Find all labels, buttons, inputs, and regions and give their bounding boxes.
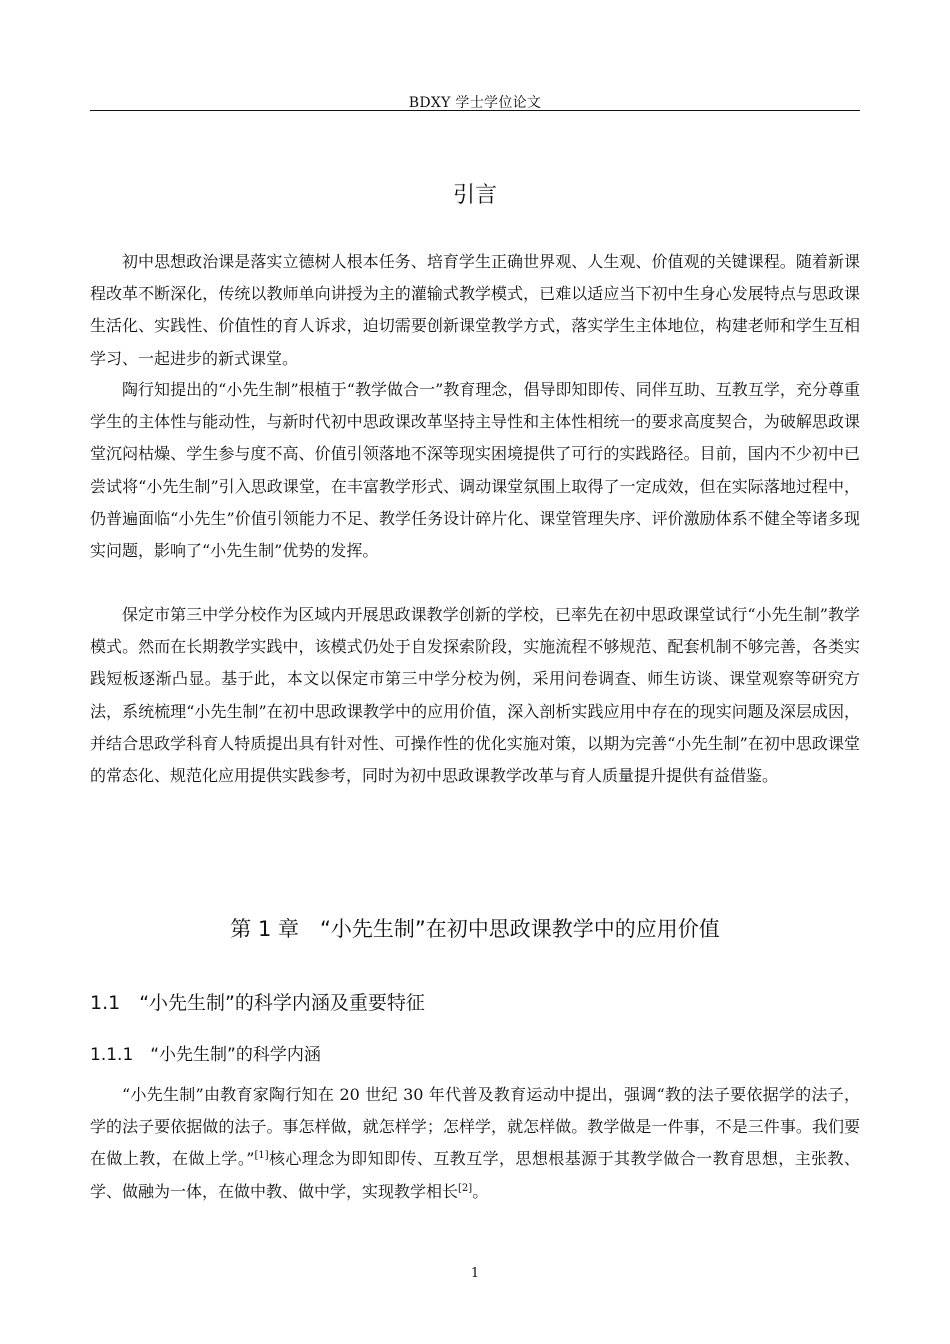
section-heading: 1.1 “小先生制”的科学内涵及重要特征: [90, 992, 425, 1014]
intro-heading: 引言: [452, 183, 497, 208]
header-divider: [90, 110, 860, 111]
header-title: BDXY 学士学位论文: [408, 95, 542, 111]
intro-paragraph-3: 保定市第三中学分校作为区域内开展思政课教学创新的学校，已率先在初中思政课堂试行“小先生制”教学模式。然而在长期教学实践中，该模式仍处于自发探索阶段，实施流程不够规范、配套机制不够完善，各类实践短板逐渐凸显。基于此，本文以保定市第三中学分校为例，采用问卷调查、师生访谈、课堂观察等研究方法，系统梳理“小先生制”在初中思政课教学中的应用价值，深入剖析实践应用中存在的现实问题及深层成因，并结合思政学科育人特质提出具有针对性、可操作性的优化实施对策，以期为完善“小先生制”在初中思政课堂的常态化、规范化应用提供实践参考，同时为初中思政课教学改革与育人质量提升提供有益借鉴。: [90, 605, 860, 786]
body-paragraph: [90, 1079, 860, 1208]
body-text-part-2: 核心理念为即知即传、互教互学，思想根基源于其教学做合一教育思想，主张教、学、做融为一体，在做中教、做中学，实现教学相长: [90, 1149, 860, 1201]
page-number: 1: [470, 1266, 480, 1281]
intro-paragraph-2: 陶行知提出的“小先生制”根植于“教学做合一”教育理念，倡导即知即传、同伴互助、互教互学，充分尊重学生的主体性与能动性，与新时代初中思政课改革坚持主导性和主体性相统一的要求高度契合，为破解思政课堂沉闷枯燥、学生参与度不高、价值引领落地不深等现实困境提供了可行的实践路径。目前，国内不少初中已尝试将“小先生制”引入思政课堂，在丰富教学形式、调动课堂氛围上取得了一定成效，但在实际落地过程中，仍普遍面临“小先生”价值引领能力不足、教学任务设计碎片化、课堂管理失序、评价激励体系不健全等诸多现实问题，影响了“小先生制”优势的发挥。: [90, 380, 860, 561]
body-text-part-1: “小先生制”由教育家陶行知在 20 世纪 30 年代普及教育运动中提出，强调“教的法子要依据学的法子，学的法子要依据做的法子。事怎样做，就怎样学；怎样学，就怎样做。教学做是一件事，不是三件事。我们要在做上教，在做上学。”: [90, 1085, 860, 1169]
intro-paragraph-1: 初中思想政治课是落实立德树人根本任务、培育学生正确世界观、人生观、价值观的关键课程。随着新课程改革不断深化，传统以教师单向讲授为主的灌输式教学模式，已难以适应当下初中生身心发展特点与思政课生活化、实践性、价值性的育人诉求，迫切需要创新课堂教学方式，落实学生主体地位，构建老师和学生互相学习、一起进步的新式课堂。: [90, 252, 860, 368]
citation-ref-2: [2]: [458, 1182, 473, 1194]
chapter-heading: 第 1 章 “小先生制”在初中思政课教学中的应用价值: [230, 917, 720, 941]
subsection-heading: 1.1.1 “小先生制”的科学内涵: [90, 1045, 321, 1065]
body-text-part-3: 。: [472, 1181, 489, 1201]
citation-ref-1: [1]: [254, 1150, 269, 1162]
